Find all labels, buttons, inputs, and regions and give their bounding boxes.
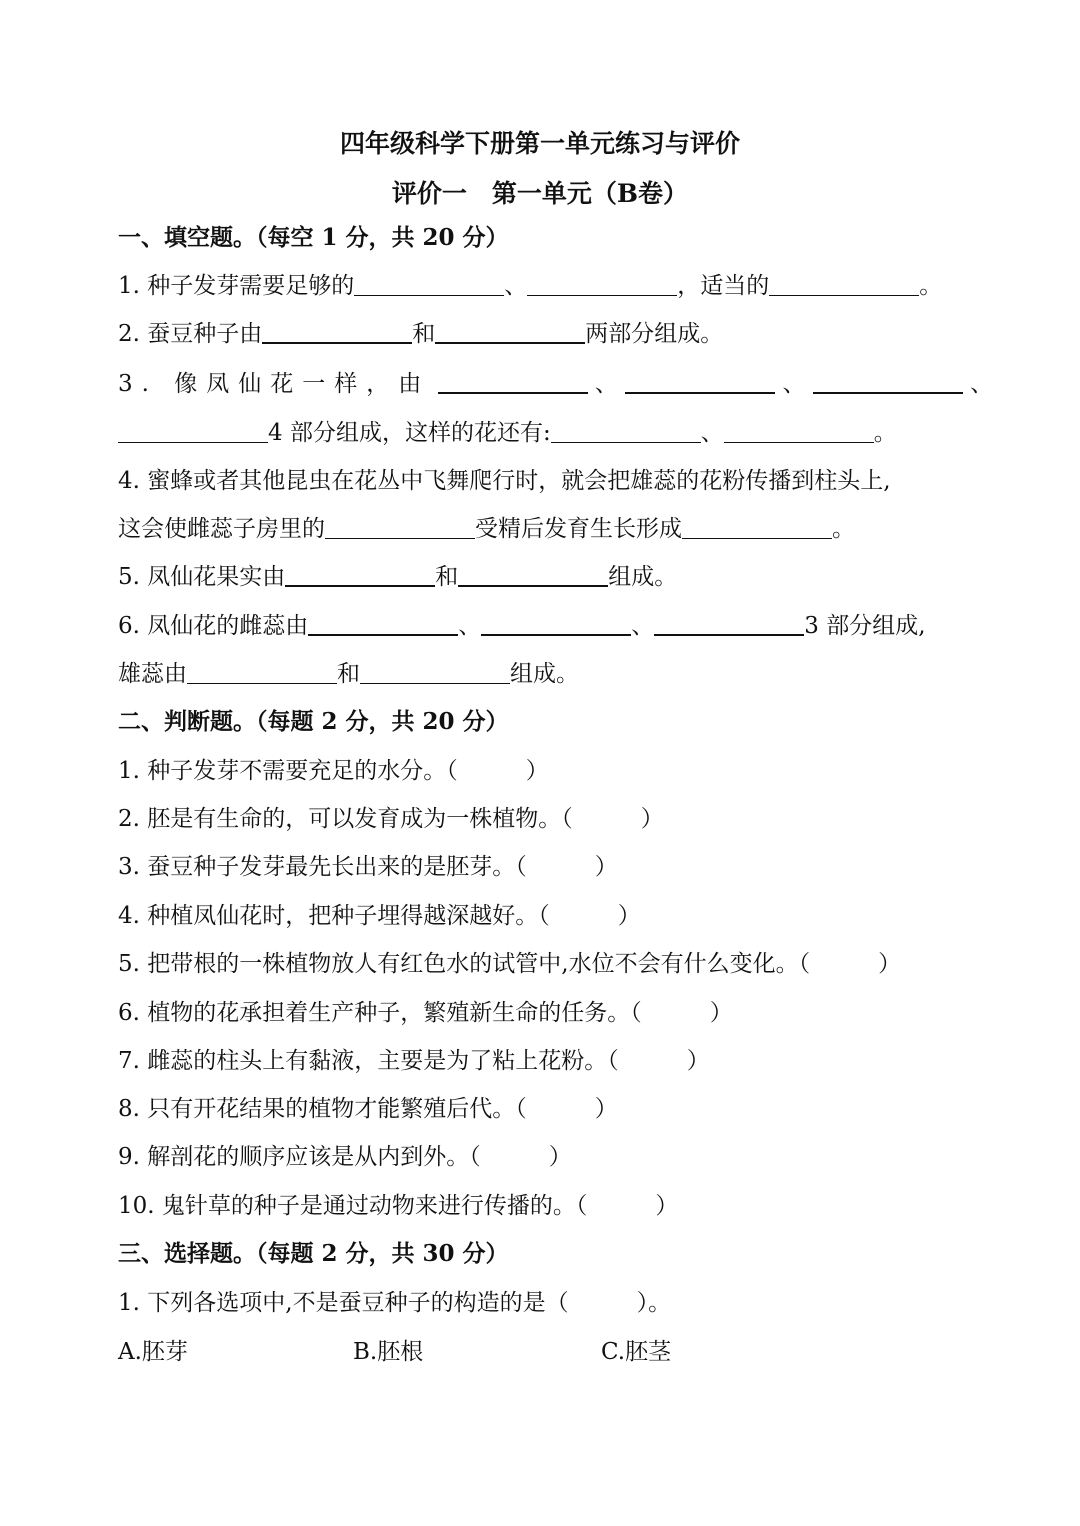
answer-blank[interactable]	[654, 612, 804, 636]
answer-blank[interactable]	[625, 370, 775, 394]
answer-blank[interactable]	[724, 420, 874, 443]
judge-question-9: 9. 解剖花的顺序应该是从内到外。（ ）	[118, 1144, 572, 1170]
judge-question-3: 3. 蚕豆种子发芽最先长出来的是胚芽。（ ）	[118, 854, 618, 880]
choice-option-a[interactable]: A.胚芽	[118, 1339, 188, 1365]
fill-question-4: 4. 蜜蜂或者其他昆虫在花丛中飞舞爬行时，就会把雄蕊的花粉传播到柱头上,	[118, 468, 891, 494]
choice-question-1: 1. 下列各选项中,不是蚕豆种子的构造的是（ ）。	[118, 1290, 672, 1316]
answer-blank[interactable]	[187, 661, 337, 684]
fill-question-1: 1. 种子发芽需要足够的 、 ，适当的 。	[118, 273, 943, 299]
answer-blank[interactable]	[458, 563, 608, 587]
fill-question-3: 3. 像凤仙花一样，由 、 、 、	[118, 371, 994, 397]
fill-question-6: 6. 凤仙花的雌蕊由 、 、 3 部分组成,	[118, 613, 926, 639]
answer-blank[interactable]	[551, 420, 701, 443]
page-subtitle: 评价一 第一单元（B卷）	[391, 179, 689, 208]
answer-blank[interactable]	[118, 420, 268, 443]
choice-option-c[interactable]: C.胚茎	[601, 1339, 672, 1365]
answer-blank[interactable]	[435, 320, 585, 344]
answer-blank[interactable]	[438, 370, 588, 394]
section1-heading: 一、填空题。（每空 1 分，共 20 分）	[118, 224, 509, 251]
judge-question-4: 4. 种植凤仙花时，把种子埋得越深越好。（ ）	[118, 903, 641, 929]
answer-blank[interactable]	[285, 563, 435, 587]
judge-question-10: 10. 鬼针草的种子是通过动物来进行传播的。（ ）	[118, 1193, 679, 1219]
fill-question-6-cont: 雄蕊由 和 组成。	[118, 661, 579, 687]
fill-question-3-cont: 4 部分组成，这样的花还有: 、 。	[118, 417, 897, 449]
answer-blank[interactable]	[325, 516, 475, 539]
section3-heading: 三、选择题。（每题 2 分，共 30 分）	[118, 1240, 509, 1267]
judge-question-2: 2. 胚是有生命的，可以发育成为一株植物。（ ）	[118, 806, 664, 832]
judge-question-1: 1. 种子发芽不需要充足的水分。（ ）	[118, 758, 549, 784]
answer-blank[interactable]	[481, 612, 631, 636]
answer-blank[interactable]	[682, 516, 832, 539]
answer-blank[interactable]	[813, 370, 963, 394]
fill-question-2: 2. 蚕豆种子由 和 两部分组成。	[118, 321, 724, 347]
fill-question-4-cont: 这会使雌蕊子房里的 受精后发育生长形成 。	[118, 516, 855, 542]
answer-blank[interactable]	[769, 273, 919, 296]
fill-question-5: 5. 凤仙花果实由 和 组成。	[118, 564, 678, 590]
judge-question-5: 5. 把带根的一株植物放人有红色水的试管中,水位不会有什么变化。（ ）	[118, 951, 902, 977]
answer-blank[interactable]	[308, 612, 458, 636]
page-title: 四年级科学下册第一单元练习与评价	[339, 129, 740, 158]
answer-blank[interactable]	[262, 320, 412, 344]
judge-question-7: 7. 雌蕊的柱头上有黏液，主要是为了粘上花粉。（ ）	[118, 1048, 710, 1074]
answer-blank[interactable]	[527, 273, 677, 296]
section2-heading: 二、判断题。（每题 2 分，共 20 分）	[118, 708, 509, 735]
answer-blank[interactable]	[360, 661, 510, 684]
choice-option-b[interactable]: B.胚根	[353, 1339, 424, 1365]
judge-question-8: 8. 只有开花结果的植物才能繁殖后代。（ ）	[118, 1096, 618, 1122]
judge-question-6: 6. 植物的花承担着生产种子，繁殖新生命的任务。（ ）	[118, 1000, 733, 1026]
answer-blank[interactable]	[354, 273, 504, 296]
